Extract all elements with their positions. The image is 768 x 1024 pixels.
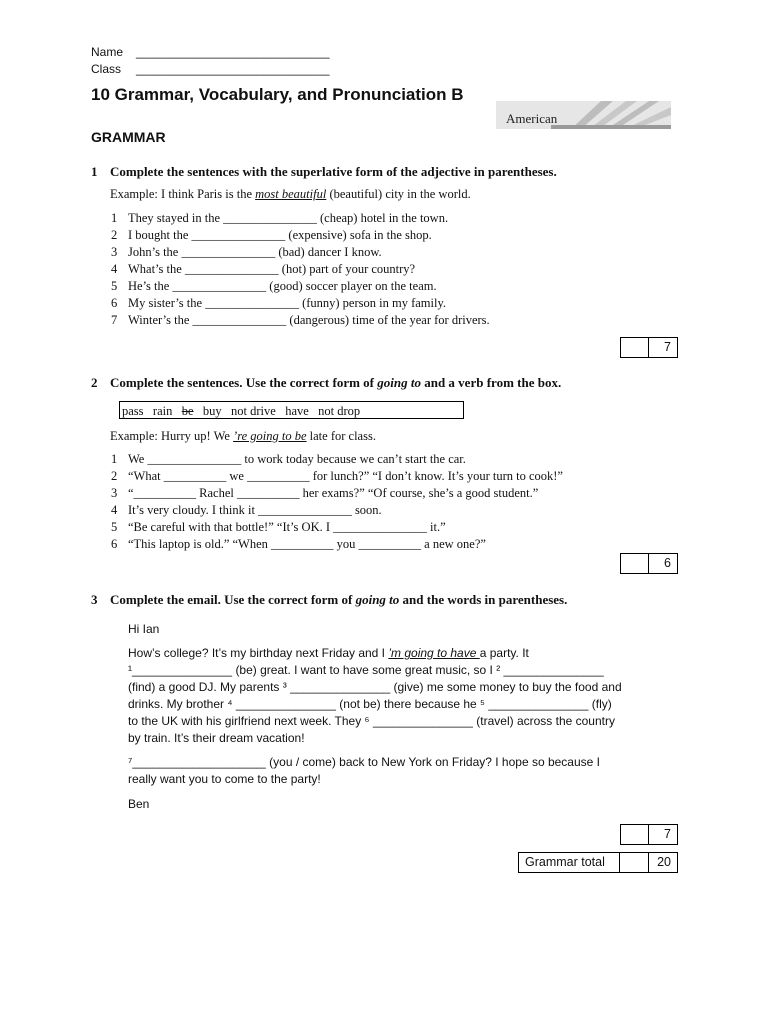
q3-instruction-post: and the words in parentheses. <box>399 592 568 607</box>
word-box-words-pre: pass rain <box>122 404 182 418</box>
class-label: Class <box>91 62 122 76</box>
q2-score-max: 6 <box>664 556 671 570</box>
q2-item <box>111 469 563 484</box>
q1-item <box>111 296 446 311</box>
q2-item-text[interactable]: “Be careful with that bottle!” “It’s OK. I _______________ it.” <box>128 520 446 534</box>
q3-instruction <box>110 592 567 608</box>
q2-item-text[interactable]: It’s very cloudy. I think it _______________ soon. <box>128 503 382 517</box>
email-line: really want you to come to the party! <box>128 772 321 786</box>
email-line-pre: How’s college? It’s my birthday next Friday and I <box>128 646 389 660</box>
word-box-struck-word: be <box>181 404 194 418</box>
grammar-total-label: Grammar total <box>519 853 620 872</box>
q2-item-text[interactable]: “What __________ we __________ for lunch?” “I don’t know. It’s your turn to cook!” <box>128 469 563 483</box>
q2-instruction-em: going to <box>377 375 421 390</box>
q2-item <box>111 452 466 467</box>
q1-item-text[interactable]: What’s the _______________ (hot) part of your country? <box>128 262 416 276</box>
q2-item-text[interactable]: “This laptop is old.” “When __________ you __________ a new one?” <box>128 537 486 551</box>
grammar-total-box <box>518 852 678 873</box>
q1-score-box <box>620 337 678 358</box>
q3-score-box <box>620 824 678 845</box>
q1-item-number: 3 <box>111 245 118 259</box>
email-line <box>128 646 529 660</box>
name-label: Name <box>91 45 124 59</box>
q2-instruction-post: and a verb from the box. <box>420 375 562 390</box>
q1-item-number: 4 <box>111 262 118 276</box>
logo-text: American <box>506 111 558 126</box>
q1-item <box>111 313 490 328</box>
q1-item <box>111 211 448 226</box>
email-signoff: Ben <box>128 797 150 811</box>
q3-number: 3 <box>91 592 98 607</box>
q1-item <box>111 245 382 260</box>
q1-item-text[interactable]: He’s the _______________ (good) soccer player on the team. <box>128 279 437 293</box>
email-line[interactable]: (find) a good DJ. My parents ³ _______________ (give) me some money to buy the food and <box>128 680 622 694</box>
q2-example-pre: Example: Hurry up! We <box>110 429 234 443</box>
email-line[interactable]: ⁷____________________ (you / come) back to New York on Friday? I hope so because I <box>128 755 600 769</box>
q2-instruction-pre: Complete the sentences. Use the correct form of <box>110 375 378 390</box>
q1-item-number: 1 <box>111 211 118 225</box>
q1-item <box>111 262 415 277</box>
class-field[interactable]: _____________________________ <box>136 62 330 76</box>
q1-number: 1 <box>91 164 98 179</box>
q2-item <box>111 537 486 552</box>
q1-item-text[interactable]: My sister’s the _______________ (funny) person in my family. <box>128 296 447 310</box>
word-box <box>119 401 464 419</box>
q3-instruction-em: going to <box>355 592 400 607</box>
q2-item-number: 6 <box>111 537 118 551</box>
q2-item-number: 1 <box>111 452 118 466</box>
name-field[interactable]: _____________________________ <box>136 45 330 59</box>
q1-score-max: 7 <box>664 340 671 354</box>
q2-example-answer: ’re going to be <box>233 429 307 443</box>
q3-score-entry[interactable] <box>621 825 649 844</box>
email-line: by train. It’s their dream vacation! <box>128 731 305 745</box>
q1-item <box>111 228 432 243</box>
email-example-answer: ’m going to have <box>388 646 480 660</box>
q1-item-text[interactable]: I bought the _______________ (expensive) sofa in the shop. <box>128 228 432 242</box>
word-box-words-post: buy not drive have not drop <box>193 404 361 418</box>
grammar-total-entry[interactable] <box>620 853 649 872</box>
q1-item-number: 6 <box>111 296 118 310</box>
q2-item <box>111 503 382 518</box>
q1-item-number: 5 <box>111 279 118 293</box>
email-line[interactable]: drinks. My brother ⁴ _______________ (not be) there because he ⁵ _______________ (fly) <box>128 697 612 711</box>
q1-item-number: 2 <box>111 228 118 242</box>
email-greeting: Hi Ian <box>128 622 160 636</box>
q2-item <box>111 486 538 501</box>
q2-example-post: late for class. <box>306 429 376 443</box>
q1-score-entry[interactable] <box>621 338 649 357</box>
q3-score-max: 7 <box>664 827 671 841</box>
q1-example-answer: most beautiful <box>255 187 327 201</box>
grammar-total-max: 20 <box>657 855 671 869</box>
email-line-post: a party. It <box>479 646 529 660</box>
q2-item-text[interactable]: “__________ Rachel __________ her exams?” “Of course, she’s a good student.” <box>128 486 539 500</box>
q2-item-text[interactable]: We _______________ to work today because we can’t start the car. <box>128 452 466 466</box>
q1-example-post: (beautiful) city in the world. <box>326 187 471 201</box>
q1-item <box>111 279 437 294</box>
logo-rays-icon <box>551 101 671 129</box>
q3-instruction-pre: Complete the email. Use the correct form of <box>110 592 356 607</box>
q2-instruction <box>110 375 561 391</box>
q2-item-number: 4 <box>111 503 118 517</box>
section-heading: GRAMMAR <box>91 129 166 145</box>
email-line[interactable]: ¹_______________ (be) great. I want to have some great music, so I ² _______________ <box>128 663 604 677</box>
q1-example-pre: Example: I think Paris is the <box>110 187 256 201</box>
q2-score-box <box>620 553 678 574</box>
q2-score-entry[interactable] <box>621 554 649 573</box>
q1-instruction: Complete the sentences with the superlative form of the adjective in parentheses. <box>110 164 557 179</box>
q2-item-number: 2 <box>111 469 118 483</box>
q2-item-number: 5 <box>111 520 118 534</box>
q2-item-number: 3 <box>111 486 118 500</box>
page-title: 10 Grammar, Vocabulary, and Pronunciation B <box>91 85 464 104</box>
q1-item-text[interactable]: Winter’s the _______________ (dangerous) time of the year for drivers. <box>128 313 490 327</box>
q2-item <box>111 520 446 535</box>
q2-example <box>110 429 376 444</box>
email-line[interactable]: to the UK with his girlfriend next week. They ⁶ _______________ (travel) across the country <box>128 714 615 728</box>
q2-number: 2 <box>91 375 98 390</box>
q1-item-text[interactable]: John’s the _______________ (bad) dancer I know. <box>128 245 382 259</box>
q1-item-number: 7 <box>111 313 118 327</box>
q1-item-text[interactable]: They stayed in the _______________ (cheap) hotel in the town. <box>128 211 449 225</box>
publisher-logo <box>496 101 671 129</box>
q1-example <box>110 187 471 202</box>
